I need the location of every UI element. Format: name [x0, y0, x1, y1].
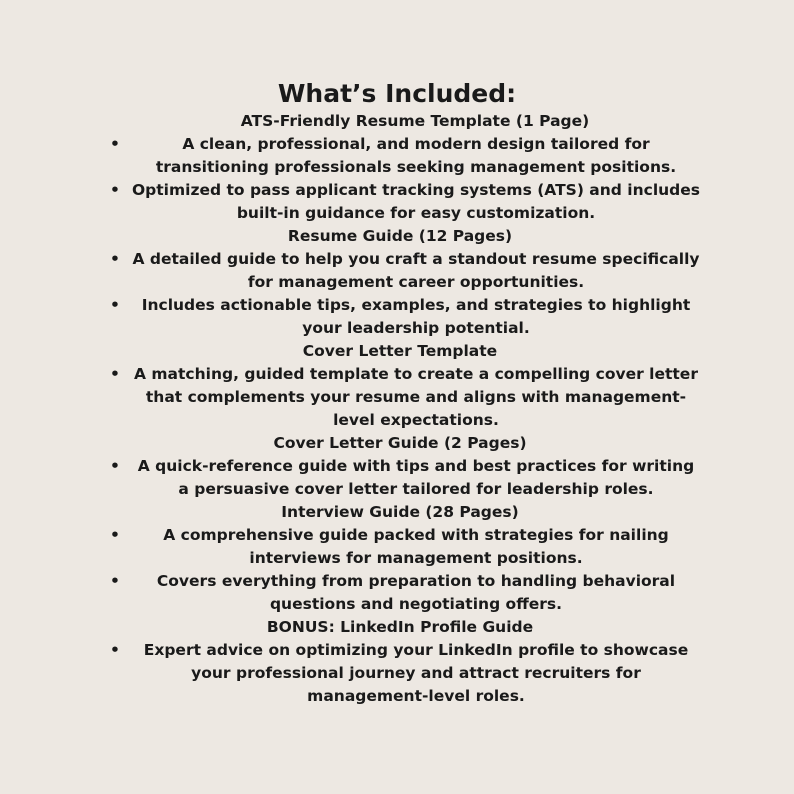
bullet-text: A clean, professional, and modern design tailored for transitioning professionals seeking management positions. — [155, 135, 677, 176]
bullet-text: Includes actionable tips, examples, and strategies to highlight your leadership potential. — [141, 296, 691, 337]
bullet-text: Covers everything from preparation to handling behavioral questions and negotiating offers. — [156, 572, 676, 613]
bullet-icon: • — [110, 641, 120, 659]
list-item — [100, 248, 700, 294]
included-list — [100, 110, 700, 708]
bullet-icon: • — [110, 250, 120, 268]
bullet-icon: • — [110, 526, 120, 544]
section-heading-linkedin-guide: BONUS: LinkedIn Profile Guide — [266, 618, 534, 636]
list-item — [100, 524, 700, 570]
bullet-icon: • — [110, 457, 120, 475]
bullet-text: A detailed guide to help you craft a standout resume specifically for management career opportunities. — [132, 250, 700, 291]
section-heading-cover-letter-guide: Cover Letter Guide (2 Pages) — [273, 434, 527, 452]
list-item — [100, 179, 700, 225]
page-title: What’s Included: — [277, 79, 517, 108]
bullet-icon: • — [110, 135, 120, 153]
bullet-icon: • — [110, 365, 120, 383]
bullet-icon: • — [110, 296, 120, 314]
bullet-text: A quick-reference guide with tips and best practices for writing a persuasive cover letter tailored for leadership roles. — [137, 457, 695, 498]
bullet-text: Expert advice on optimizing your LinkedIn profile to showcase your professional journey and attract recruiters for management-level roles. — [143, 641, 689, 705]
list-item — [100, 455, 700, 501]
list-item — [100, 639, 700, 708]
section-heading-cover-letter-template: Cover Letter Template — [302, 342, 498, 360]
bullet-icon: • — [110, 181, 120, 199]
section-heading-interview-guide: Interview Guide (28 Pages) — [281, 503, 519, 521]
section-heading-resume-guide: Resume Guide (12 Pages) — [287, 227, 513, 245]
bullet-icon: • — [110, 572, 120, 590]
list-item — [100, 363, 700, 432]
section-heading-resume-template: ATS-Friendly Resume Template (1 Page) — [240, 112, 590, 130]
list-item — [100, 570, 700, 616]
bullet-text: Optimized to pass applicant tracking systems (ATS) and includes built-in guidance for easy customization. — [132, 181, 700, 222]
list-item — [100, 133, 700, 179]
list-item — [100, 294, 700, 340]
bullet-text: A matching, guided template to create a compelling cover letter that complements your resume and aligns with management-level expectations. — [134, 365, 698, 429]
bullet-text: A comprehensive guide packed with strategies for nailing interviews for management positions. — [163, 526, 669, 567]
